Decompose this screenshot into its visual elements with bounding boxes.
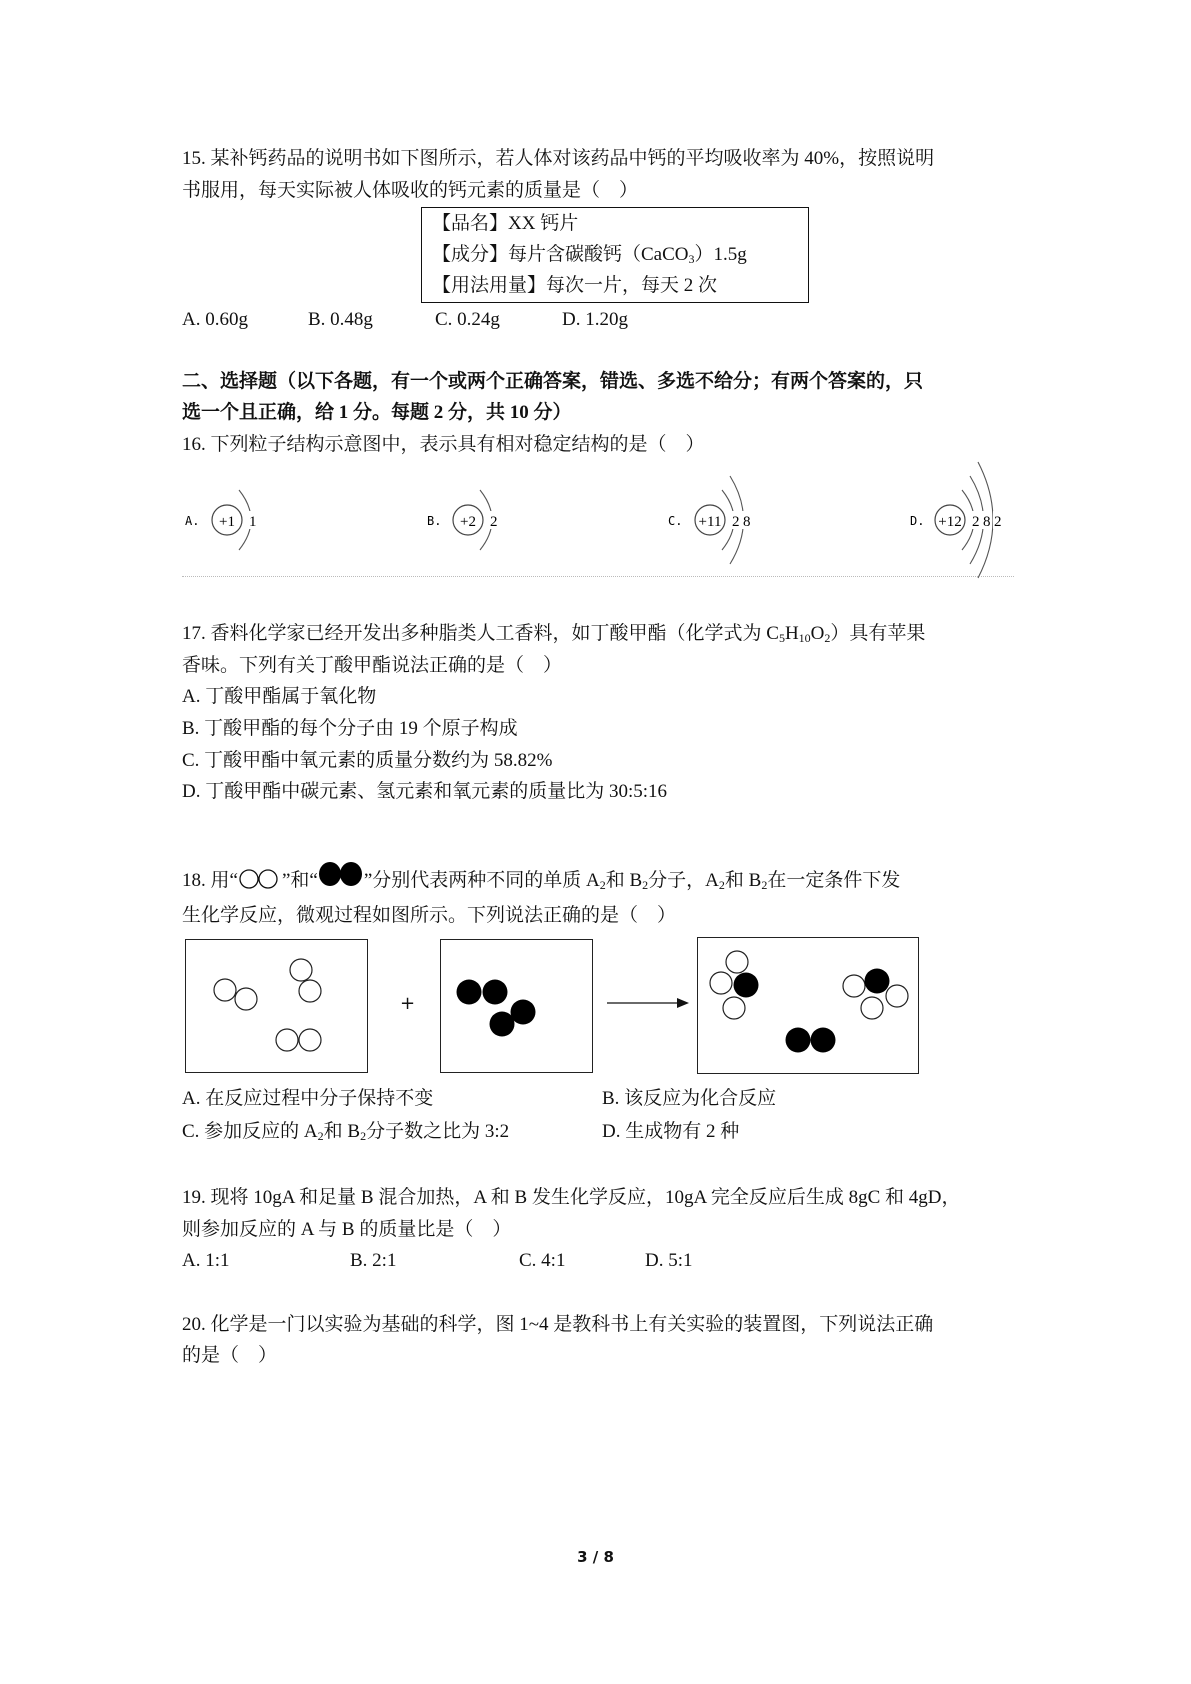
q17-pre: 17. 香料化学家已经开发出多种脂类人工香料，如丁酸甲酯（化学式为 C xyxy=(182,623,779,644)
q18-option-a: A. 在反应过程中分子保持不变 xyxy=(182,1088,434,1109)
q19-option-a: A. 1:1 xyxy=(182,1250,230,1271)
q18-c-s1: 2 xyxy=(317,1129,324,1143)
q19-stem-line2: 则参加反应的 A 与 B 的质量比是（ ） xyxy=(182,1219,512,1240)
filled-circles-icon xyxy=(318,862,364,888)
label-name-row: 【品名】XX 钙片 xyxy=(432,213,579,234)
a2-atom xyxy=(299,980,321,1002)
q18-c-pre: C. 参加反应的 A xyxy=(182,1121,318,1142)
a2-atom xyxy=(299,1029,321,1051)
section2-heading-line2: 选一个且正确，给 1 分。每题 2 分，共 10 分） xyxy=(182,402,572,423)
a2-atom xyxy=(214,979,236,1001)
q17-h: H xyxy=(784,623,799,644)
shell-electron-count: 2 xyxy=(490,514,498,530)
atom-option-label: C. xyxy=(668,514,683,528)
a2-atom xyxy=(235,988,257,1010)
q19-option-d: D. 5:1 xyxy=(645,1250,693,1271)
nucleus-charge: +2 xyxy=(460,514,476,530)
shell-electron-count: 8 xyxy=(743,514,751,530)
atom-option-label: A. xyxy=(185,514,200,528)
q18-p6: 和 B xyxy=(724,870,762,891)
product-molecules xyxy=(698,938,917,1072)
q18-c-mid: 和 B xyxy=(323,1121,361,1142)
label-dosage-row: 【用法用量】每次一片，每天 2 次 xyxy=(432,275,718,296)
ingredient-pre: 【成分】每片含碳酸钙（CaCO xyxy=(432,244,689,265)
q18-p4: 和 B xyxy=(605,870,643,891)
dotted-divider xyxy=(182,576,1014,577)
atom-option-label: D. xyxy=(910,514,925,528)
shell-electron-count: 2 xyxy=(972,514,980,530)
shell-electron-count: 2 xyxy=(732,514,740,530)
q19-option-b: B. 2:1 xyxy=(350,1250,397,1271)
a2-atom xyxy=(276,1029,298,1051)
q15-stem-line1: 15. 某补钙药品的说明书如下图所示，若人体对该药品中钙的平均吸收率为 40%，按照说明 xyxy=(182,148,935,169)
b2-atom xyxy=(483,980,508,1005)
a-atom xyxy=(726,951,748,973)
q18-p3: ”分别代表两种不同的单质 A xyxy=(363,870,600,891)
q18-c-s2: 2 xyxy=(360,1129,367,1143)
a2-molecules xyxy=(186,940,366,1071)
atom-diagrams xyxy=(0,0,1191,600)
atom-option-c xyxy=(668,476,752,564)
reaction-arrow-icon xyxy=(605,996,690,1010)
b-atom xyxy=(865,969,890,994)
ingredient-post: ）1.5g xyxy=(694,244,747,265)
b2-molecules xyxy=(441,940,591,1071)
q17-option-c: C. 丁酸甲酯中氧元素的质量分数约为 58.82% xyxy=(182,750,553,771)
ingredient-sub: 3 xyxy=(688,252,695,266)
q19-option-c: C. 4:1 xyxy=(519,1250,566,1271)
q15-option-c: C. 0.24g xyxy=(435,309,500,330)
a-atom xyxy=(843,975,865,997)
q18-option-b: B. 该反应为化合反应 xyxy=(602,1088,777,1109)
q17-stem-line1 xyxy=(182,622,925,646)
q18-s2: 2 xyxy=(642,878,649,892)
q15-option-d: D. 1.20g xyxy=(562,309,628,330)
q17-o: O xyxy=(810,623,825,644)
nucleus-charge: +1 xyxy=(219,514,235,530)
q18-s3: 2 xyxy=(718,878,725,892)
q18-option-d: D. 生成物有 2 种 xyxy=(602,1121,740,1142)
atom-option-a xyxy=(185,490,258,550)
q17-sub1: 5 xyxy=(778,631,785,645)
shell-electron-count: 2 xyxy=(994,514,1002,530)
b-atom xyxy=(734,973,759,998)
q15-stem-line2: 书服用，每天实际被人体吸收的钙元素的质量是（ ） xyxy=(182,180,639,201)
q17-sub2: 10 xyxy=(798,631,811,645)
product-box xyxy=(697,937,919,1074)
reactant-b2-box xyxy=(440,939,593,1073)
a2-atom xyxy=(290,959,312,981)
q17-option-b: B. 丁酸甲酯的每个分子由 19 个原子构成 xyxy=(182,718,518,739)
shell-electron-count: 8 xyxy=(983,514,991,530)
atom-option-d xyxy=(910,462,1003,578)
nucleus-charge: +12 xyxy=(938,514,962,530)
a-atom xyxy=(861,997,883,1019)
a-atom xyxy=(710,972,732,994)
q17-post: ）具有苹果 xyxy=(830,623,926,644)
b2-atom xyxy=(490,1012,515,1037)
q15-option-a: A. 0.60g xyxy=(182,309,248,330)
page-number: 3 / 8 xyxy=(577,1548,614,1566)
q20-stem-line1: 20. 化学是一门以实验为基础的科学，图 1~4 是教科书上有关实验的装置图，下列说法正确 xyxy=(182,1314,934,1335)
q15-option-b: B. 0.48g xyxy=(308,309,373,330)
q17-stem-line2: 香味。下列有关丁酸甲酯说法正确的是（ ） xyxy=(182,655,563,676)
b-atom xyxy=(786,1028,811,1053)
a-atom xyxy=(886,985,908,1007)
q18-c-post: 分子数之比为 3:2 xyxy=(366,1121,510,1142)
q17-sub3: 2 xyxy=(824,631,831,645)
q16-stem: 16. 下列粒子结构示意图中，表示具有相对稳定结构的是（ ） xyxy=(182,434,705,455)
nucleus-charge: +11 xyxy=(698,514,722,530)
q18-s1: 2 xyxy=(599,878,606,892)
shell-electron-count: 1 xyxy=(249,514,257,530)
q18-p2: ”和“ xyxy=(281,870,318,891)
q18-stem-line2: 生化学反应，微观过程如图所示。下列说法正确的是（ ） xyxy=(182,905,677,926)
a-atom xyxy=(723,997,745,1019)
atom-option-label: B. xyxy=(427,514,442,528)
atom-option-b xyxy=(427,490,499,550)
q18-s4: 2 xyxy=(761,878,768,892)
reactant-a2-box xyxy=(185,939,368,1073)
section2-heading-line1: 二、选择题（以下各题，有一个或两个正确答案，错选、多选不给分；有两个答案的，只 xyxy=(182,371,924,392)
q19-stem-line1: 19. 现将 10gA 和足量 B 混合加热，A 和 B 发生化学反应，10gA 完全反应后生成 8gC 和 4gD， xyxy=(182,1187,961,1208)
open-circles-icon xyxy=(238,869,282,889)
q18-p1: 18. 用“ xyxy=(182,870,238,891)
plus-sign: + xyxy=(400,993,416,1014)
q18-option-c xyxy=(182,1120,509,1144)
q20-stem-line2: 的是（ ） xyxy=(182,1345,278,1366)
q18-stem-line1 xyxy=(182,862,900,893)
q17-option-a: A. 丁酸甲酯属于氧化物 xyxy=(182,686,377,707)
q17-option-d: D. 丁酸甲酯中碳元素、氢元素和氧元素的质量比为 30:5:16 xyxy=(182,781,668,802)
b2-atom xyxy=(457,980,482,1005)
b-atom xyxy=(811,1028,836,1053)
b2-atom xyxy=(511,1000,536,1025)
q18-p7: 在一定条件下发 xyxy=(767,870,901,891)
q18-p5: 分子，A xyxy=(648,870,719,891)
